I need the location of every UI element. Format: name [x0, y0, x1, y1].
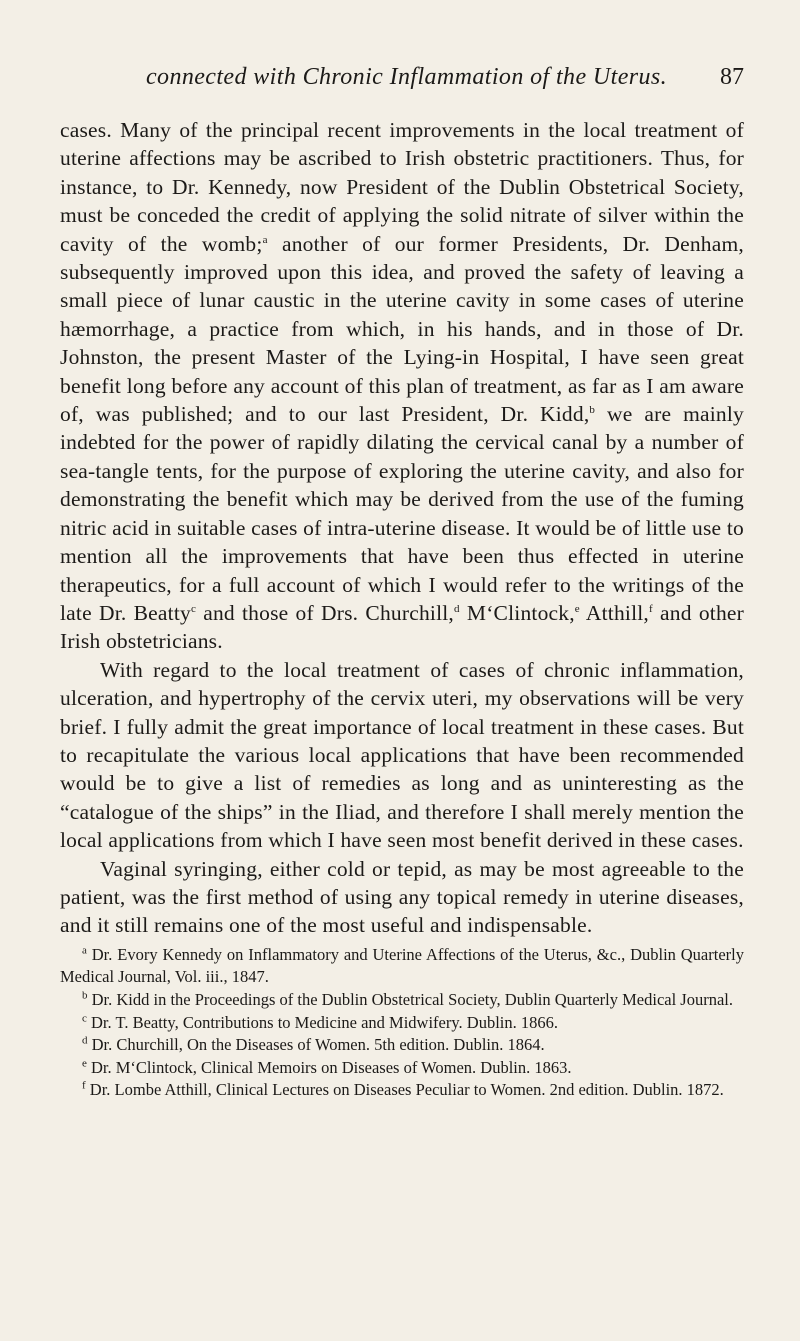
text-run: cases. Many of the principal recent improvements in the local treatment of uterine affections may be ascribed to Irish obstetric practitioners. Thus, for instance, to Dr. Kennedy, now President of the Dublin Obstetrical Society, must be conceded the credit of applying the solid nitrate of silver within the cavity of the womb;: [60, 118, 744, 256]
text-run: Atthill,: [579, 600, 649, 625]
footnote-ref-f: f: [649, 602, 653, 615]
paragraph-1: [60, 116, 744, 656]
book-page: [60, 64, 744, 1102]
footnote-mark: b: [82, 989, 88, 1002]
footnote-f: [60, 1079, 744, 1102]
paragraph-3: Vaginal syringing, either cold or tepid, as may be most agreeable to the patient, was the first method of using any topical remedy in uterine diseases, and it still remains one of the most useful and indispensable.: [60, 856, 744, 938]
footnote-ref-c: c: [190, 602, 197, 615]
text-run: we are mainly indebted for the power of rapidly dilating the cervical canal by a number of sea-tangle tents, for the purpose of exploring the uterine cavity, and also for demonstrating the benefit which may be derived from the use of the fuming nitric acid in suitable cases of intra-uterine disease. It would be of little use to mention all the improvements that have been thus effected in uterine therapeutics, for a full account of which I would refer to the writings of the late Dr. Beatty: [60, 402, 744, 625]
footnote-ref-b: b: [589, 403, 596, 416]
footnote-ref-e: e: [574, 602, 580, 615]
footnote-mark: e: [82, 1057, 87, 1070]
footnote-text: Dr. Churchill, On the Diseases of Women. 5th edition. Dublin. 1864.: [87, 1035, 545, 1055]
footnote-mark: d: [82, 1034, 88, 1047]
footnote-text: Dr. Lombe Atthill, Clinical Lectures on Diseases Peculiar to Women. 2nd edition. Dublin. 1872.: [85, 1080, 724, 1100]
paragraph-2: With regard to the local treatment of cases of chronic inflammation, ulceration, and hypertrophy of the cervix uteri, my observations will be very brief. I fully admit the great importance of local treatment in these cases. But to recapitulate the various local applications that have been recommended would be to give a list of remedies as long and as uninteresting as the “catalogue of the ships” in the Iliad, and therefore I shall merely mention the local applications from which I have seen most benefit derived in these cases.: [60, 657, 744, 853]
footnote-text: Dr. Evory Kennedy on Inflammatory and Uterine Affections of the Uterus, &c., Dublin Quarterly Medical Journal, Vol. iii., 1847.: [60, 944, 744, 987]
running-title: connected with Chronic Inflammation of the Uterus.: [146, 64, 668, 90]
footnote-b: [60, 989, 744, 1012]
footnote-d: [60, 1034, 744, 1057]
footnote-text: Dr. M‘Clintock, Clinical Memoirs on Diseases of Women. Dublin. 1863.: [86, 1057, 572, 1077]
footnotes: [60, 944, 744, 1102]
footnote-mark: c: [82, 1012, 87, 1025]
page-number: 87: [720, 64, 744, 90]
body-text: [60, 116, 744, 940]
footnote-mark: a: [82, 944, 87, 957]
text-run: another of our former Presidents, Dr. Denham, subsequently improved upon this idea, and proved the safety of leaving a small piece of lunar caustic in the uterine cavity in some cases of uterine hæmorrhage, a practice from which, in his hands, and in those of Dr. Johnston, the present Master of the Lying-in Hospital, I have seen great benefit long before any account of this plan of treatment, as far as I am aware of, was published; and to our last President, Dr. Kidd,: [60, 231, 744, 427]
footnote-text: Dr. T. Beatty, Contributions to Medicine and Midwifery. Dublin. 1866.: [86, 1012, 559, 1032]
footnote-text: Dr. Kidd in the Proceedings of the Dublin Obstetrical Society, Dublin Quarterly Medical Journal.: [87, 989, 733, 1009]
text-run: and those of Drs. Churchill,: [196, 600, 455, 625]
footnote-e: [60, 1057, 744, 1080]
running-head: [60, 64, 744, 100]
footnote-a: [60, 944, 744, 989]
footnote-c: [60, 1012, 744, 1035]
text-run: M‘Clintock,: [459, 600, 575, 625]
footnote-ref-d: d: [454, 602, 460, 615]
text-run: and other Irish obstetricians.: [60, 600, 745, 654]
footnote-mark: f: [82, 1079, 86, 1092]
footnote-ref-a: a: [262, 233, 268, 246]
